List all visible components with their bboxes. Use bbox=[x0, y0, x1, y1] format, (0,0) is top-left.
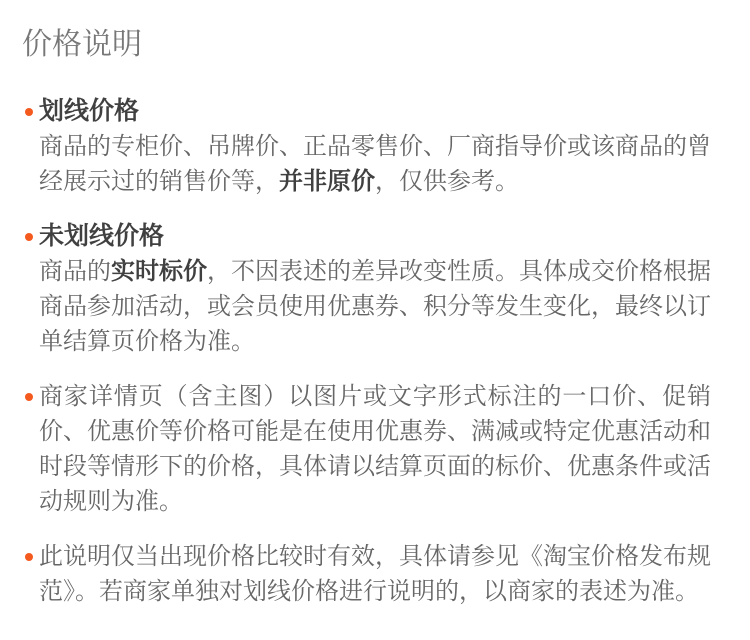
list-item bbox=[22, 94, 711, 199]
bullet-dot-icon bbox=[25, 108, 33, 116]
item-body bbox=[39, 539, 711, 609]
item-heading: 未划线价格 bbox=[39, 222, 165, 250]
bullet-dot-icon bbox=[25, 393, 33, 401]
bullet-dot-icon bbox=[25, 553, 33, 561]
item-heading: 划线价格 bbox=[39, 97, 140, 125]
notes-list bbox=[22, 94, 711, 609]
item-body-bold-run: 实时标价 bbox=[111, 258, 207, 285]
page-title: 价格说明 bbox=[22, 28, 142, 61]
list-item bbox=[22, 219, 711, 359]
item-body-run: 商品的 bbox=[39, 258, 111, 285]
item-body-run: 商家详情页（含主图）以图片或文字形式标注的一口价、促销价、优惠价等价格可能是在使用优惠券、满减或特定优惠活动和时段等情形下的价格，具体请以结算页面的标价、优惠条件或活动规则为准。 bbox=[39, 383, 711, 515]
item-body bbox=[39, 129, 711, 199]
list-item bbox=[22, 379, 711, 519]
list-item bbox=[22, 539, 711, 609]
item-body-run: 商品的专柜价、吊牌价、正品零售价、厂商指导价或该商品的曾经展示过的销售价等， bbox=[39, 133, 711, 195]
item-body-run: ，不因表述的差异改变性质。具体成交价格根据商品参加活动，或会员使用优惠券、积分等发生变化，最终以订单结算页价格为准。 bbox=[39, 258, 711, 355]
item-body-run: ，仅供参考。 bbox=[375, 168, 519, 195]
item-body bbox=[39, 379, 711, 519]
item-body-run: 此说明仅当出现价格比较时有效，具体请参见《淘宝价格发布规范》。若商家单独对划线价格进行说明的，以商家的表述为准。 bbox=[39, 543, 711, 605]
bullet-dot-icon bbox=[25, 233, 33, 241]
item-body bbox=[39, 254, 711, 359]
item-body-bold-run: 并非原价 bbox=[279, 168, 375, 195]
